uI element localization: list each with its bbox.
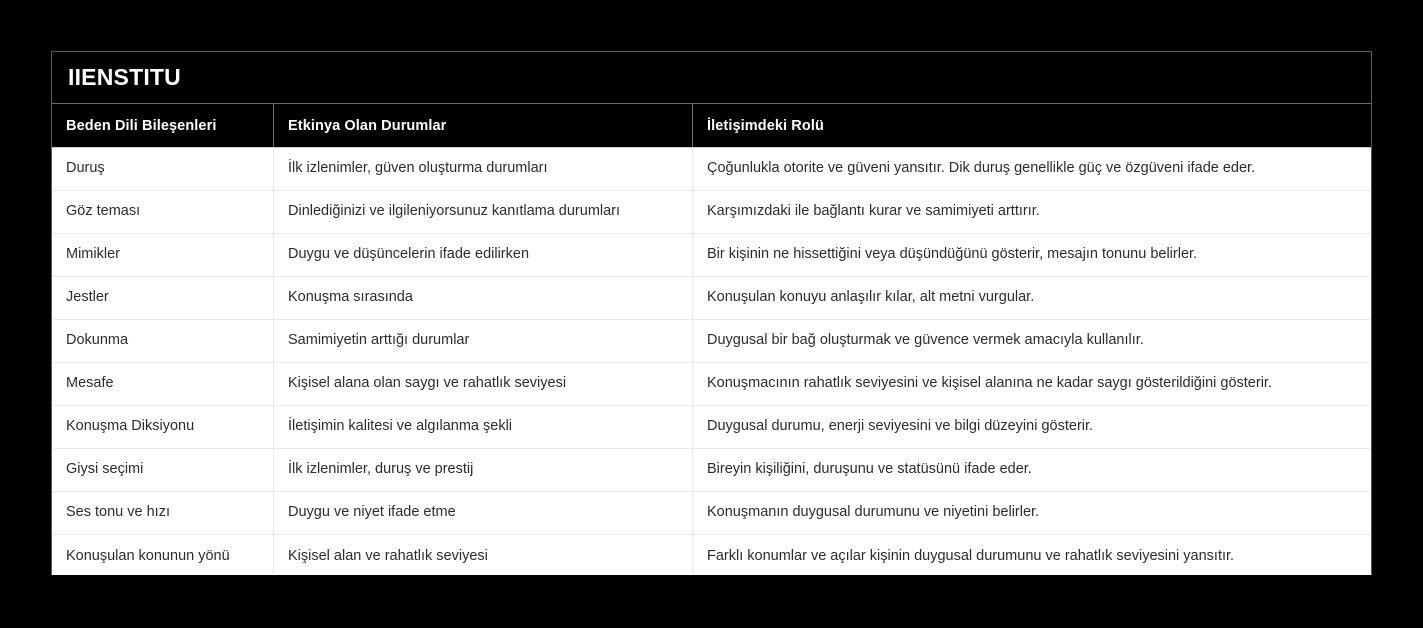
cell-role: Duygusal bir bağ oluşturmak ve güvence vermek amacıyla kullanılır.: [707, 332, 1144, 349]
cell-component: Dokunma: [52, 320, 274, 362]
table-row: [52, 277, 1371, 320]
table-row: [52, 449, 1371, 492]
column-header-beden-dili-bilesenleri: Beden Dili Bileşenleri: [52, 104, 274, 147]
cell-component: Konuşma Diksiyonu: [52, 406, 274, 448]
table-row: [52, 535, 1371, 575]
cell-role: Farklı konumlar ve açılar kişinin duygusal durumunu ve rahatlık seviyesini yansıtır.: [707, 547, 1235, 564]
cell-component: Duruş: [52, 148, 274, 190]
table-header-row: [52, 104, 1371, 148]
cell-situation: Dinlediğinizi ve ilgileniyorsunuz kanıtlama durumları: [274, 191, 693, 233]
column-header-etkinya-olan-durumlar: Etkinya Olan Durumlar: [274, 104, 693, 147]
cell-situation: Kişisel alana olan saygı ve rahatlık seviyesi: [274, 363, 693, 405]
cell-component: Ses tonu ve hızı: [52, 492, 274, 534]
cell-role: Bireyin kişiliğini, duruşunu ve statüsünü ifade eder.: [707, 461, 1032, 478]
brand-band: [52, 52, 1371, 104]
cell-component: Mesafe: [52, 363, 274, 405]
table-row: [52, 320, 1371, 363]
table-row: [52, 492, 1371, 535]
cell-role: Bir kişinin ne hissettiğini veya düşündüğünü gösterir, mesajın tonunu belirler.: [707, 246, 1198, 263]
cell-component: Giysi seçimi: [52, 449, 274, 491]
cell-situation: Samimiyetin arttığı durumlar: [274, 320, 693, 362]
cell-situation: İletişimin kalitesi ve algılanma şekli: [274, 406, 693, 448]
table-row: [52, 234, 1371, 277]
cell-situation: Duygu ve düşüncelerin ifade edilirken: [274, 234, 693, 276]
cell-role: Konuşulan konuyu anlaşılır kılar, alt metni vurgular.: [707, 289, 1035, 306]
column-header-iletisimdeki-rolu: İletişimdeki Rolü: [707, 117, 824, 134]
cell-role: Konuşmacının rahatlık seviyesini ve kişisel alanına ne kadar saygı gösterildiğini gösterir.: [707, 375, 1272, 392]
cell-situation: İlk izlenimler, duruş ve prestij: [274, 449, 693, 491]
cell-role: Konuşmanın duygusal durumunu ve niyetini belirler.: [707, 504, 1040, 521]
cell-situation: İlk izlenimler, güven oluşturma durumları: [274, 148, 693, 190]
cell-situation: Kişisel alan ve rahatlık seviyesi: [274, 535, 693, 575]
cell-situation: Duygu ve niyet ifade etme: [274, 492, 693, 534]
table-row: [52, 148, 1371, 191]
cell-role: Karşımızdaki ile bağlantı kurar ve samimiyeti arttırır.: [707, 203, 1040, 220]
body-language-table-card: [51, 51, 1372, 575]
cell-role: Çoğunlukla otorite ve güveni yansıtır. Dik duruş genellikle güç ve özgüveni ifade eder.: [707, 160, 1256, 177]
table-row: [52, 191, 1371, 234]
cell-role: Duygusal durumu, enerji seviyesini ve bilgi düzeyini gösterir.: [707, 418, 1094, 435]
cell-component: Mimikler: [52, 234, 274, 276]
cell-component: Jestler: [52, 277, 274, 319]
cell-component: Göz teması: [52, 191, 274, 233]
table-body: [52, 148, 1371, 575]
table-row: [52, 406, 1371, 449]
brand-logo-text: IIENSTITU: [68, 64, 181, 90]
cell-component: Konuşulan konunun yönü: [52, 535, 274, 575]
table-row: [52, 363, 1371, 406]
cell-situation: Konuşma sırasında: [274, 277, 693, 319]
